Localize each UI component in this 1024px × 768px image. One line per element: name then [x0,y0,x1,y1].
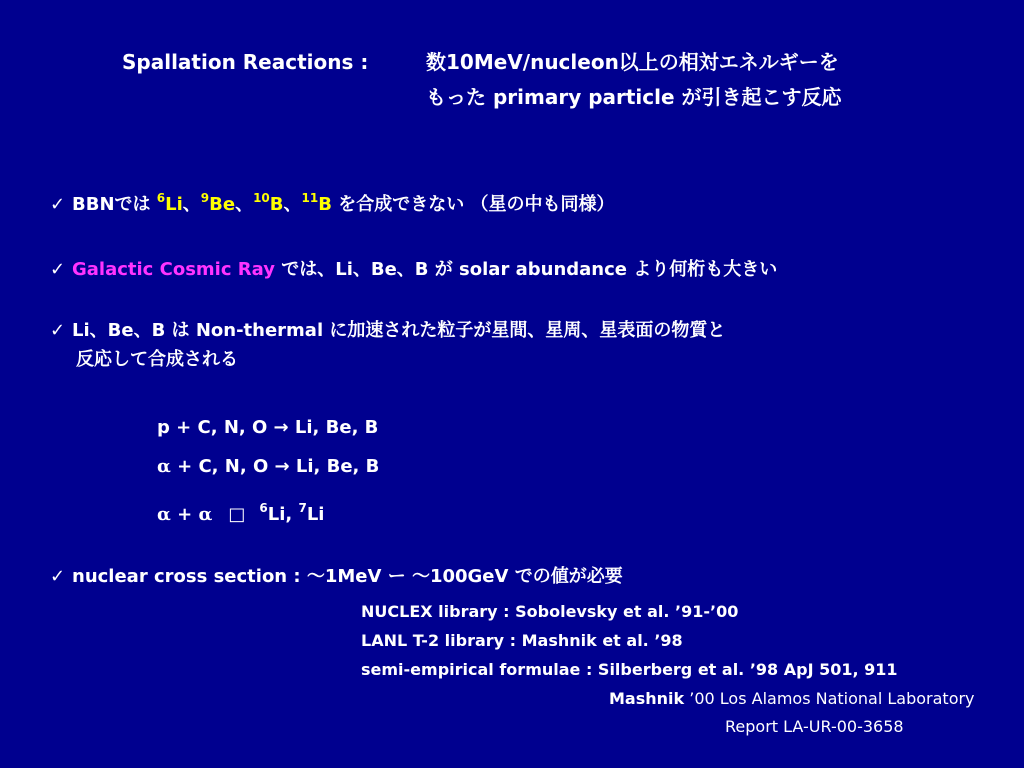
reference-mashnik-author: Mashnik [609,689,685,708]
alpha-symbol: α [157,504,171,525]
gcr-highlight: Galactic Cosmic Ray [72,259,275,280]
bullet-bbn-text-post: を合成できない （星の中も同様） [331,194,615,215]
separator: 、 [283,194,302,215]
reaction-alpha-alpha [157,501,325,526]
reference-report-number: Report LA-UR-00-3658 [725,717,904,736]
title-lead: Spallation Reactions : [122,50,369,74]
title-line-1: 数10MeV/nucleon以上の相対エネルギーを [426,50,839,74]
separator: 、 [182,194,201,215]
check-icon: ✓ [50,194,66,215]
bullet-cross-section [50,566,623,588]
bullet-nonthermal [50,320,725,342]
alpha-symbol: α [198,504,213,525]
bullet-gcr [50,259,777,281]
bullet-bbn-text: BBNでは [72,194,157,215]
check-icon: ✓ [50,566,66,587]
li7-label: Li [306,504,325,525]
nuclide-b10: $^{10}$B [253,191,284,215]
reaction-proton: p + C, N, O → Li, Be, B [157,417,379,438]
reference-mashnik-rest: ’00 Los Alamos National Laboratory [684,689,975,708]
li6-label: Li, [267,504,299,525]
reference-mashnik [609,689,975,709]
li7-superscript: 7 [298,501,307,515]
separator: 、 [235,194,254,215]
check-icon: ✓ [50,320,66,341]
bullet-nonthermal-line-1: Li、Be、B は Non-thermal に加速された粒子が星間、星周、星表面の物質と [72,320,726,341]
reference-semi-empirical: semi-empirical formulae : Silberberg et al. ’98 ApJ 501, 911 [361,660,898,679]
bullet-bbn [50,191,615,216]
reference-lanl: LANL T-2 library : Mashnik et al. ’98 [361,631,683,650]
check-icon: ✓ [50,259,66,280]
bullet-gcr-text: では、Li、Be、B が solar abundance より何桁も大きい [274,259,778,280]
title-line-2: もった primary particle が引き起こす反応 [426,85,842,109]
nuclide-b11: $^{11}$B [301,191,332,215]
missing-glyph-box: □ [228,504,246,525]
reaction-alpha-cno-text: + C, N, O → Li, Be, B [170,456,380,477]
bullet-cross-section-text: nuclear cross section : ～1MeV ー ～100GeV での値が必要 [72,566,623,587]
reaction-alpha-cno [157,456,379,478]
reference-nuclex: NUCLEX library : Sobolevsky et al. ’91-’00 [361,602,739,621]
li6-superscript: 6 [259,501,268,515]
plus-sign: + [170,504,199,525]
nuclide-li6: $^6$Li [156,191,183,215]
bullet-nonthermal-line-2: 反応して合成される [76,349,238,370]
alpha-symbol: α [157,456,171,477]
nuclide-be9: $^9$Be [200,191,236,215]
